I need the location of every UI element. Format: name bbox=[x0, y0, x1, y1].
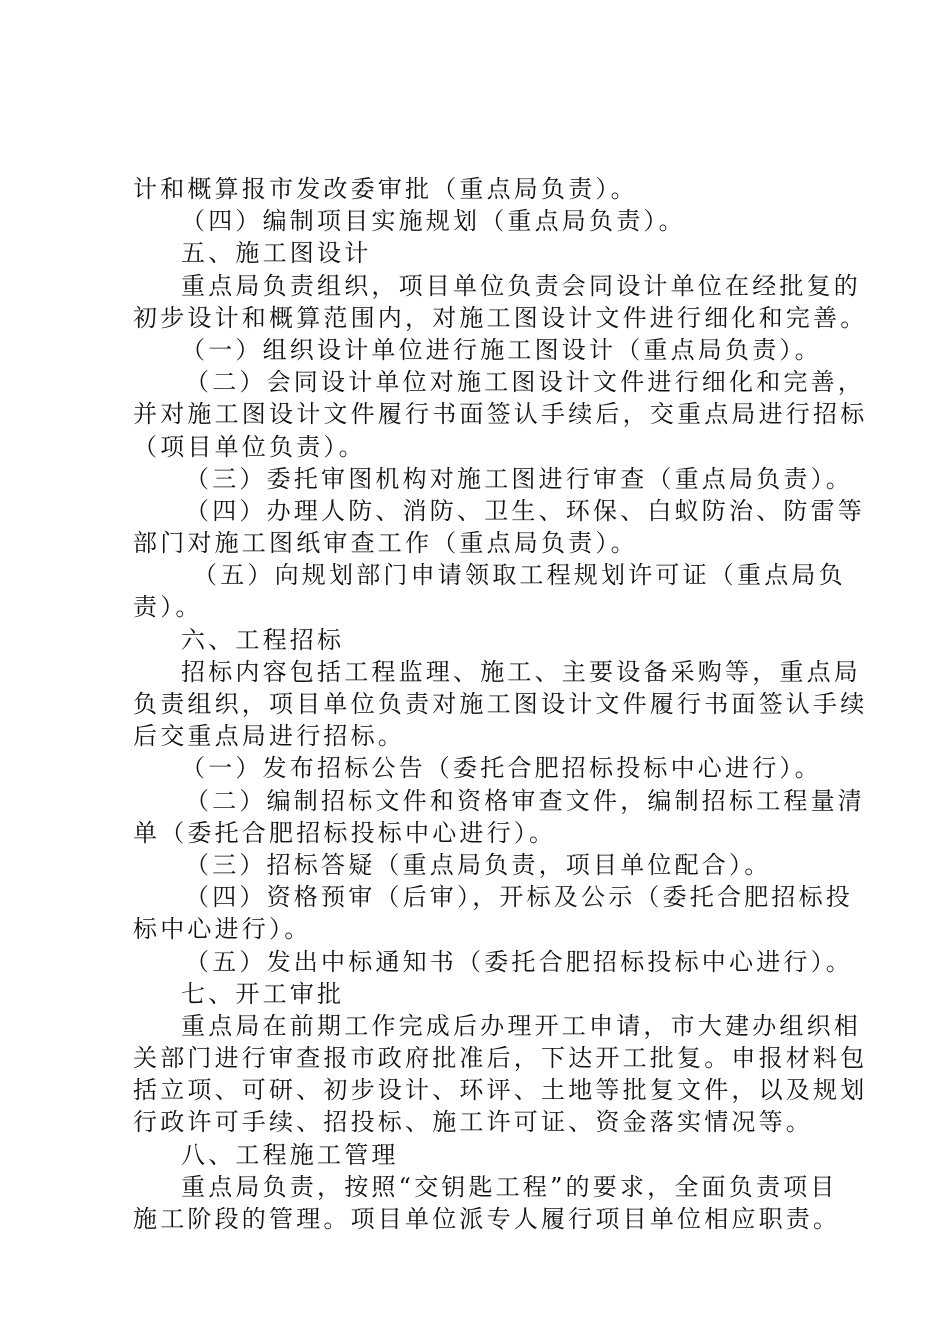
text-line: （二）编制招标文件和资格审查文件，编制招标工程量清 bbox=[185, 786, 865, 815]
document-body bbox=[133, 173, 868, 1235]
text-line: 重点局负责，按照“交钥匙工程”的要求，全面负责项目 bbox=[181, 1172, 838, 1201]
text-line: （五）向规划部门申请领取工程规划许可证（重点局负 bbox=[193, 561, 846, 590]
text-line: 责）。 bbox=[133, 593, 203, 622]
text-line: （四）资格预审（后审），开标及公示（委托合肥招标投 bbox=[185, 883, 853, 912]
text-line: （三）委托审图机构对施工图进行审查（重点局负责）。 bbox=[185, 464, 853, 493]
text-line: 并对施工图设计文件履行书面签认手续后，交重点局进行招标 bbox=[133, 400, 868, 429]
text-line: 初步设计和概算范围内，对施工图设计文件进行细化和完善。 bbox=[133, 303, 868, 332]
text-line: 后交重点局进行招标。 bbox=[133, 722, 405, 751]
text-line: 行政许可手续、招投标、施工许可证、资金落实情况等。 bbox=[133, 1108, 813, 1137]
text-line: 单（委托合肥招标投标中心进行）。 bbox=[133, 818, 557, 847]
text-line: 施工阶段的管理。项目单位派专人履行项目单位相应职责。 bbox=[133, 1205, 841, 1233]
text-line: 计和概算报市发改委审批（重点局负责）。 bbox=[133, 175, 638, 203]
section-heading: 六、工程招标 bbox=[181, 625, 345, 654]
text-line: （四）办理人防、消防、卫生、环保、白蚁防治、防雷等 bbox=[185, 496, 865, 525]
text-line: 招标内容包括工程监理、施工、主要设备采购等，重点局 bbox=[181, 657, 861, 686]
text-line: 部门对施工图纸审查工作（重点局负责）。 bbox=[133, 529, 638, 558]
text-line: （三）招标答疑（重点局负责，项目单位配合）。 bbox=[185, 850, 772, 879]
text-line: 重点局负责组织，项目单位负责会同设计单位在经批复的 bbox=[181, 271, 861, 300]
text-line: （项目单位负责）。 bbox=[133, 432, 366, 461]
section-heading: 七、开工审批 bbox=[181, 979, 345, 1008]
text-line: （二）会同设计单位对施工图设计文件进行细化和完善， bbox=[185, 368, 865, 397]
text-line: （一）组织设计单位进行施工图设计（重点局负责）。 bbox=[181, 335, 822, 364]
section-heading: 五、施工图设计 bbox=[181, 239, 372, 268]
text-line: 括立项、可研、初步设计、环评、土地等批复文件，以及规划 bbox=[133, 1076, 868, 1105]
text-line: 负责组织，项目单位负责对施工图设计文件履行书面签认手续 bbox=[133, 690, 868, 718]
text-line: 重点局在前期工作完成后办理开工申请，市大建办组织相 bbox=[181, 1011, 861, 1040]
text-line: 关部门进行审查报市政府批准后，下达开工批复。申报材料包 bbox=[133, 1044, 868, 1073]
text-line: （四）编制项目实施规划（重点局负责）。 bbox=[181, 207, 686, 236]
text-line: （一）发布招标公告（委托合肥招标投标中心进行）。 bbox=[181, 754, 822, 783]
text-line: 标中心进行）。 bbox=[133, 915, 312, 944]
text-line: （五）发出中标通知书（委托合肥招标投标中心进行）。 bbox=[185, 947, 853, 976]
section-heading: 八、工程施工管理 bbox=[181, 1140, 399, 1169]
